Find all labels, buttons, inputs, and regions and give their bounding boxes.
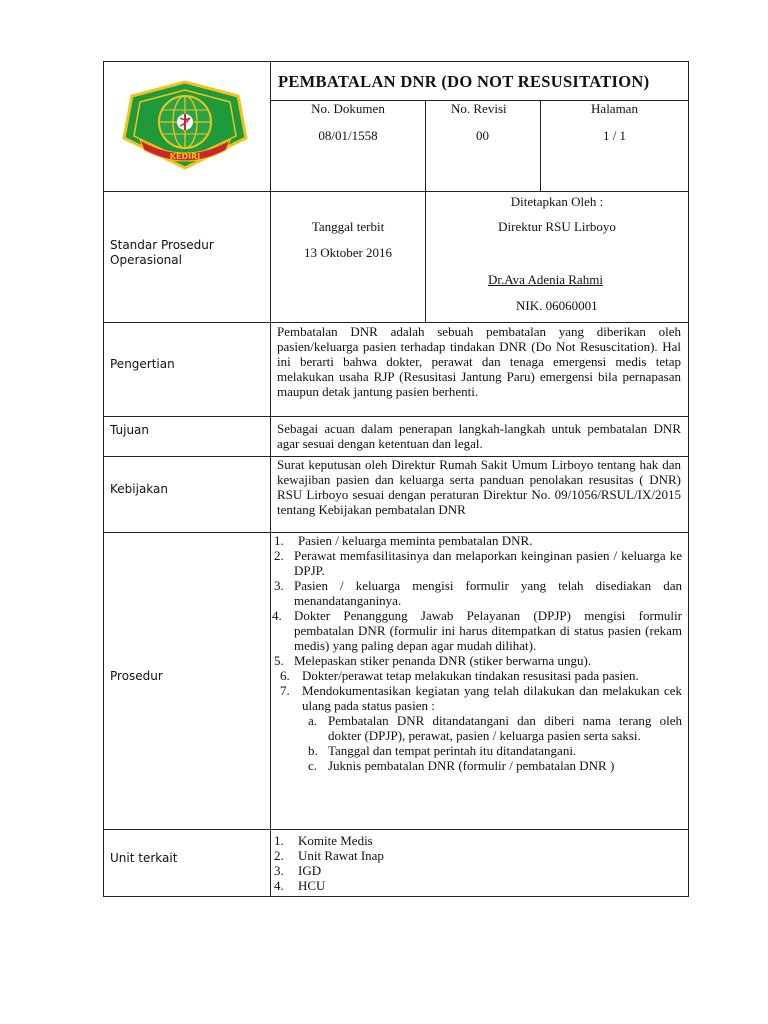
border-row1 [103,191,689,192]
tanggal-terbit-label: Tanggal terbit [311,219,385,234]
border-top [103,61,689,62]
prosedur-item: 7. Mendokumentasikan kegiatan yang telah dilakukan dan melakukan cek ulang pada status pasien : [280,683,682,713]
prosedur-item: 4. Dokter Penanggung Jawab Pelayanan (DPJP) mengisi formulir pembatalan DNR (formulir ini harus ditempatkan di status pasien (rekam medis) yang paling depan agar mudah dilihat). [272,608,682,653]
halaman-label: Halaman [591,101,638,116]
signer-nik: NIK. 06060001 [516,298,598,313]
unit-item: 2. Unit Rawat Inap [274,848,384,863]
border-left [103,61,104,897]
prosedur-label: Prosedur [110,669,163,683]
logo-text: KEDIRI [169,152,201,161]
border-row3 [103,416,689,417]
border-row6 [103,829,689,830]
kebijakan-label: Kebijakan [110,482,168,496]
border-bottom [103,896,689,897]
pengertian-text: Pembatalan DNR adalah sebuah pembatalan yang diberikan oleh pasien/keluarga pasien terhadap tindakan DNR (Do Not Resuscitation). Hal ini berarti bahwa dokter, perawat dan tenaga emergensi medis tetap melakukan usaha RJP (Resusitasi Jantung Paru) emergensi bila pernapasan maupun detak jantung pasien berhenti. [277,324,681,399]
unit-terkait-label: Unit terkait [110,851,178,865]
ditetapkan-label: Ditetapkan Oleh : [510,194,604,209]
kebijakan-text: Surat keputusan oleh Direktur Rumah Sakit Umum Lirboyo tentang hak dan kewajiban pasien dan keluarga serta panduan penolakan resusitas ( DNR) RSU Lirboyo sesuai dengan peraturan Direktur No. 09/1056/RSUL/IX/2015 tentang Kebijakan pembatalan DNR [277,457,681,517]
halaman-value: 1 / 1 [602,128,627,143]
no-revisi-value: 00 [476,128,489,143]
unit-terkait-list [274,833,574,893]
prosedur-subitem: a. Pembatalan DNR ditandatangani dan diberi nama terang oleh dokter (DPJP), perawat, pasien / keluarga pasien serta saksi. [308,713,682,743]
unit-item: 1. Komite Medis [274,833,373,848]
no-dokumen-label: No. Dokumen [311,101,385,116]
ditetapkan-by: Direktur RSU Lirboyo [498,219,616,234]
unit-item: 3. IGD [274,863,322,878]
sop-label: Standar Prosedur Operasional [110,238,214,267]
tanggal-terbit-value: 13 Oktober 2016 [303,245,393,260]
unit-item: 4. HCU [274,878,326,893]
border-col-a [425,100,426,322]
pengertian-label: Pengertian [110,357,175,371]
prosedur-item: 1. Pasien / keluarga meminta pembatalan DNR. [274,533,533,548]
document-title: PEMBATALAN DNR (DO NOT RESUSITATION) [278,72,650,91]
signer-name: Dr.Ava Adenia Rahmi [488,272,603,287]
hospital-logo [118,78,252,172]
border-row2 [103,322,689,323]
prosedur-item: 3. Pasien / keluarga mengisi formulir yang telah disediakan dan menandatanganinya. [274,578,682,608]
prosedur-item: 2. Perawat memfasilitasinya dan melaporkan keinginan pasien / keluarga ke DPJP. [274,548,682,578]
prosedur-item: 6. Dokter/perawat tetap melakukan tindakan resusitasi pada pasien. [280,668,639,683]
tujuan-label: Tujuan [110,423,150,437]
no-dokumen-value: 08/01/1558 [318,128,378,143]
border-right [688,61,689,897]
prosedur-list [274,533,682,773]
prosedur-subitem: c. Juknis pembatalan DNR (formulir / pembatalan DNR ) [308,758,615,773]
border-label-col [270,61,271,897]
prosedur-item: 5. Melepaskan stiker penanda DNR (stiker berwarna ungu). [274,653,592,668]
no-revisi-label: No. Revisi [451,101,507,116]
prosedur-subitem: b. Tanggal dan tempat perintah itu ditandatangani. [308,743,577,758]
tujuan-text: Sebagai acuan dalam penerapan langkah-langkah untuk pembatalan DNR agar sesuai dengan ketentuan dan legal. [277,421,681,451]
